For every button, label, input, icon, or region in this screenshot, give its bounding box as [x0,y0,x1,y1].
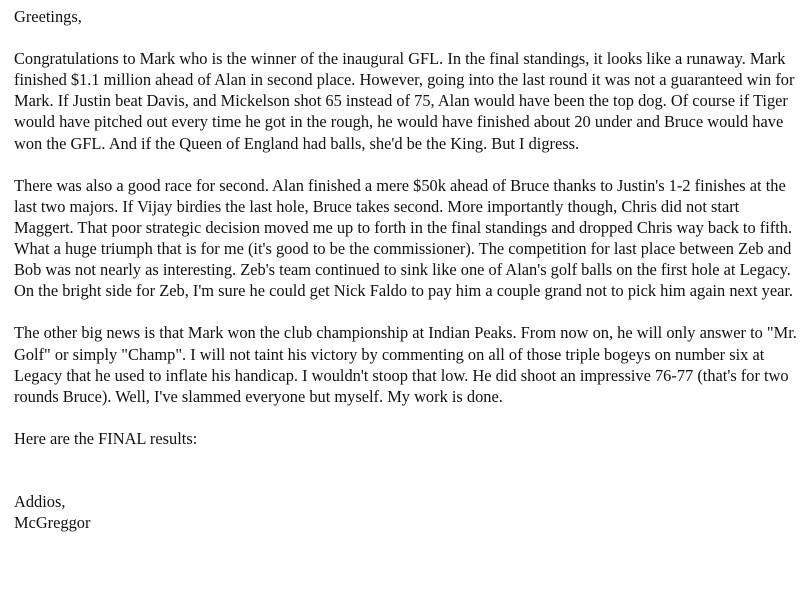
greeting: Greetings, [14,7,82,26]
letter [14,6,798,533]
results-intro: Here are the FINAL results: [14,428,198,448]
paragraph-spacer [14,407,798,428]
paragraph-race-for-second: There was also a good race for second. Alan finished a mere $50k ahead of Bruce thanks to Justin's 1-2 finishes at the last two majors. If Vijay birdies the last hole, Bruce takes second. More importantly though, Chris did not start Maggert. That poor strategic decision moved me up to forth in the final standings and dropped Chris way back to fifth. What a huge triumph that is for me (it's good to be the commissioner). The competition for last place between Zeb and Bob was not nearly as interesting. Zeb's team continued to sink like one of Alan's golf balls on the first hole at Legacy. On the bright side for Zeb, I'm sure he could get Nick Faldo to pay him a couple grand not to pick him again next year. [14,175,794,301]
closing: Addios, [14,492,66,512]
paragraph-club-championship: The other big news is that Mark won the club championship at Indian Peaks. From now on, he will only answer to "Mr. Golf" or simply "Champ". I will not taint his victory by commenting on all of those triple bogeys on number six at Legacy that he used to inflate his handicap. I wouldn't stoop that low. He did shoot an impressive 76-77 (that's for two rounds Bruce). Well, I've slammed everyone but myself. My work is done. [14,323,797,406]
paragraph-spacer [14,27,798,48]
paragraph-spacer [14,449,798,491]
paragraph-mark-wins: Congratulations to Mark who is the winner of the inaugural GFL. In the final standings, it looks like a runaway. Mark finished $1.1 million ahead of Alan in second place. However, going into the last round it was not a guaranteed win for Mark. If Justin beat Davis, and Mickelson shot 65 instead of 75, Alan would have been the top dog. Of course if Tiger would have pitched out every time he got in the rough, he would have finished about 20 under and Bruce would have won the GFL. And if the Queen of England had balls, she'd be the King. But I digress. [14,49,795,153]
paragraph-spacer [14,154,798,175]
paragraph-spacer [14,301,798,322]
signature: McGreggor [14,513,91,533]
